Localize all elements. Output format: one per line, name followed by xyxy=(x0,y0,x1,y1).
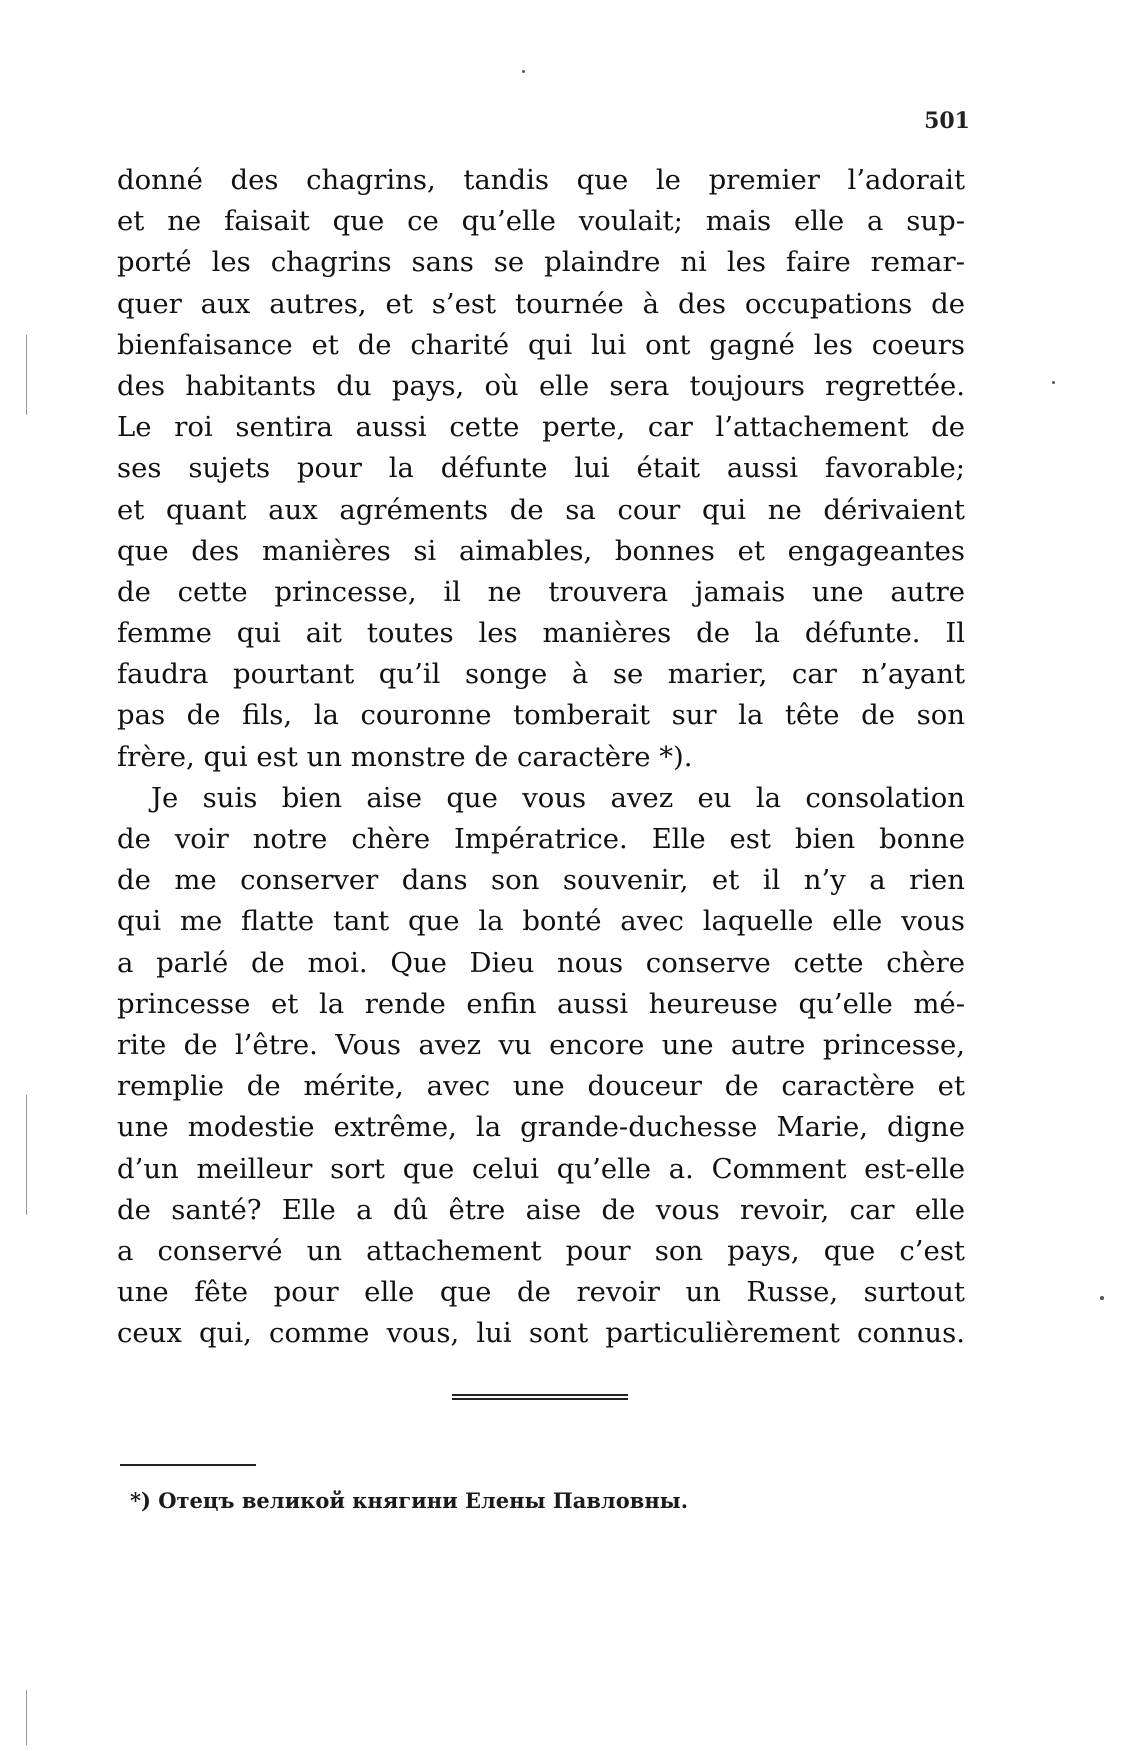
text-line: pas de fils, la couronne tomberait sur la tête de son xyxy=(117,699,965,732)
text-line: bienfaisance et de charité qui lui ont gagné les coeurs xyxy=(117,328,965,361)
text-line: a parlé de moi. Que Dieu nous conserve cette chère xyxy=(117,946,965,979)
text-line: une fête pour elle que de revoir un Russe, surtout xyxy=(117,1276,965,1309)
text-line: quer aux autres, et s’est tournée à des occupations de xyxy=(117,287,965,320)
text-line: que des manières si aimables, bonnes et engageantes xyxy=(117,534,965,567)
text-line: porté les chagrins sans se plaindre ni les faire remar- xyxy=(117,246,965,279)
text-line: faudra pourtant qu’il songe à se marier, car n’ayant xyxy=(117,658,965,691)
text-line: qui me flatte tant que la bonté avec laquelle elle vous xyxy=(117,905,965,938)
text-line: Je suis bien aise que vous avez eu la consolation xyxy=(151,781,965,814)
text-line: rite de l’être. Vous avez vu encore une autre princesse, xyxy=(117,1028,965,1061)
scan-margin-mark xyxy=(26,1095,27,1215)
scan-margin-mark xyxy=(26,1690,27,1745)
text-line: remplie de mérite, avec une douceur de caractère et xyxy=(117,1070,965,1103)
section-divider-double-rule xyxy=(452,1394,628,1400)
text-line: ses sujets pour la défunte lui était aussi favorable; xyxy=(117,452,965,485)
text-line: princesse et la rende enfin aussi heureuse qu’elle mé- xyxy=(117,987,965,1020)
body-text xyxy=(117,160,965,1354)
scan-speck xyxy=(522,70,525,73)
scan-margin-mark xyxy=(26,335,27,415)
text-line: donné des chagrins, tandis que le premier l’adorait xyxy=(117,164,965,196)
text-line: femme qui ait toutes les manières de la défunte. Il xyxy=(117,617,965,650)
text-line: et quant aux agréments de sa cour qui ne dérivaient xyxy=(117,493,965,526)
text-line: ceux qui, comme vous, lui sont particulièrement connus. xyxy=(117,1317,965,1350)
footnote-separator xyxy=(120,1464,256,1466)
footnote: *) Отецъ великой княгини Елены Павловны. xyxy=(130,1488,689,1513)
text-line: des habitants du pays, où elle sera toujours regrettée. xyxy=(117,369,965,402)
scan-speck xyxy=(1052,381,1055,384)
text-line: a conservé un attachement pour son pays, que c’est xyxy=(117,1234,965,1267)
text-line: frère, qui est un monstre de caractère *). xyxy=(117,740,693,773)
text-line: d’un meilleur sort que celui qu’elle a. Comment est-elle xyxy=(117,1152,965,1185)
page-number: 501 xyxy=(924,108,970,134)
text-line: Le roi sentira aussi cette perte, car l’attachement de xyxy=(117,411,965,444)
text-line: de me conserver dans son souvenir, et il n’y a rien xyxy=(117,864,965,897)
scan-speck xyxy=(1100,1296,1104,1300)
text-line: une modestie extrême, la grande-duchesse Marie, digne xyxy=(117,1111,965,1144)
text-line: de voir notre chère Impératrice. Elle est bien bonne xyxy=(117,823,965,855)
text-line: de santé? Elle a dû être aise de vous revoir, car elle xyxy=(117,1193,965,1226)
text-line: et ne faisait que ce qu’elle voulait; mais elle a sup- xyxy=(117,205,965,238)
text-line: de cette princesse, il ne trouvera jamais une autre xyxy=(117,575,965,608)
